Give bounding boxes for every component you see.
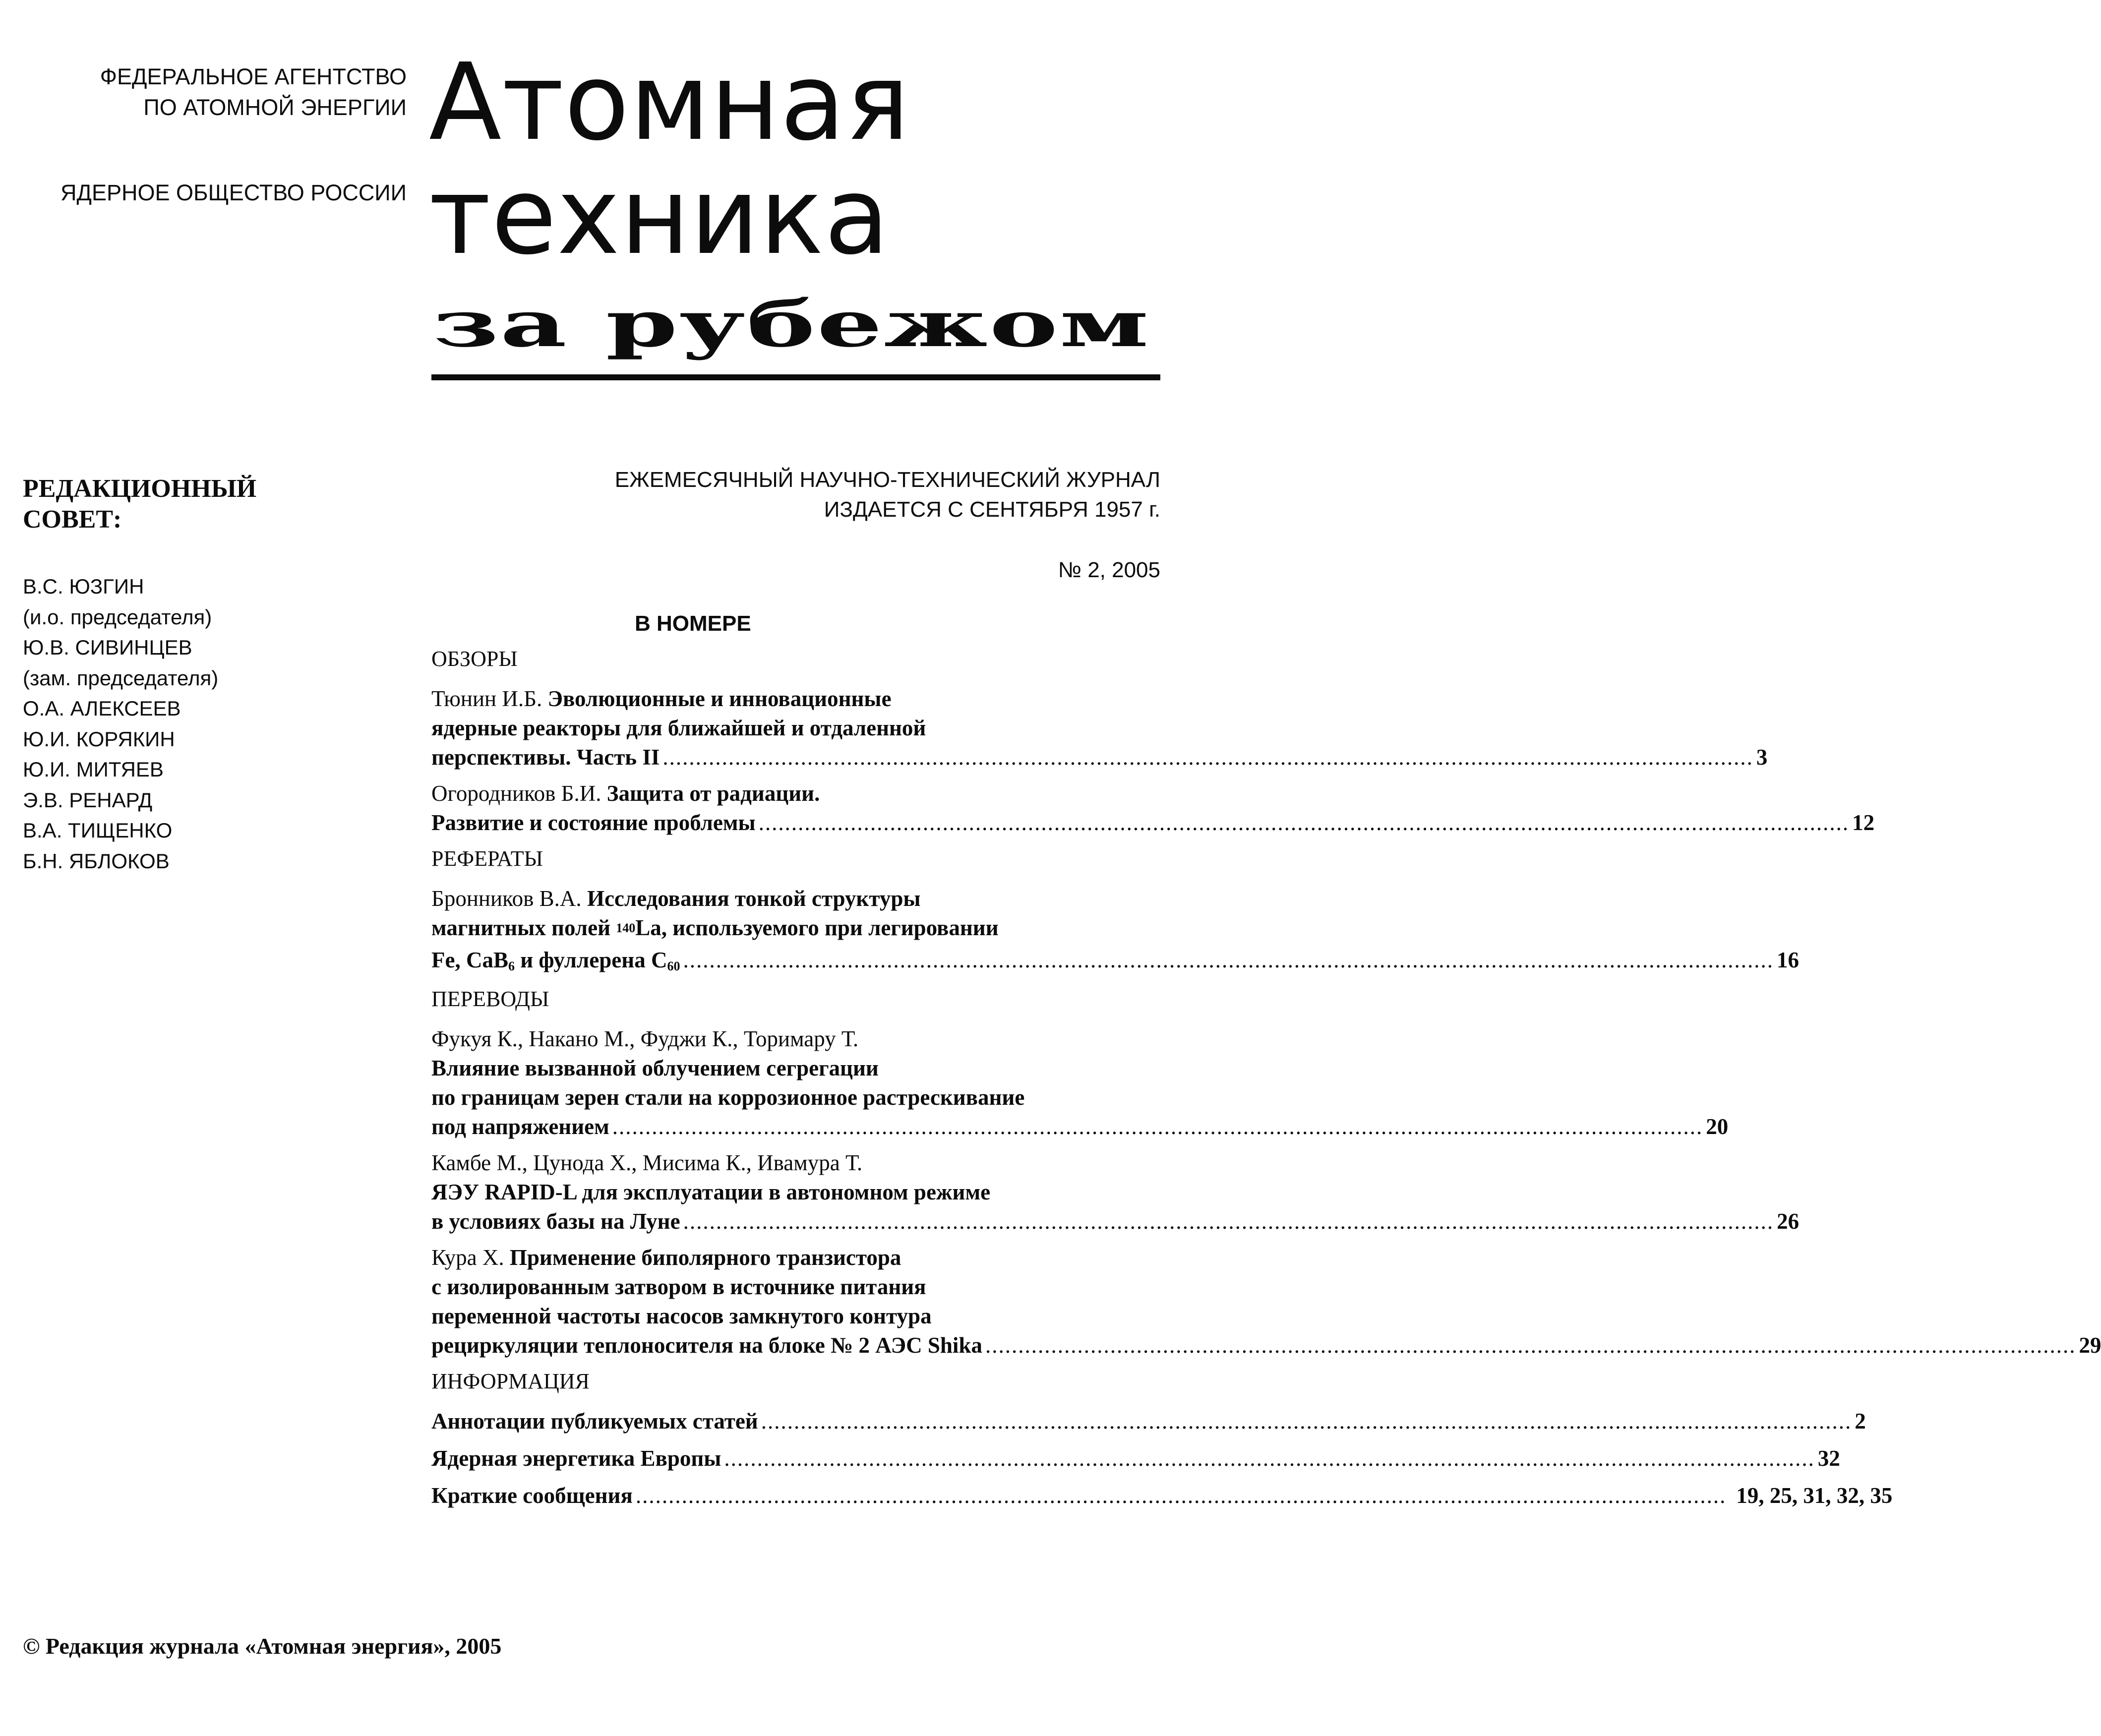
entry-title-line: Fe, CaB$_6$ и фуллерена $C_{60}$ [431,948,680,973]
entry-title-line: переменной частоты насосов замкнутого контура [431,1304,932,1328]
entry-page: 29 [2079,1333,2101,1358]
board-member: Э.В. РЕНАРД [23,788,153,812]
entry-title-line: с изолированным затвором в источнике питания [431,1274,926,1299]
entry-title-line: по границам зерен стали на коррозионное растрескивание [431,1085,1025,1110]
entry-title-line: рециркуляции теплоносителя на блоке № 2 АЭС Shika [431,1333,982,1358]
toc-entry[interactable] [431,1407,1866,1436]
entry-title-line: Применение биполярного транзистора [509,1245,901,1270]
entry-title-line: Исследования тонкой структуры [587,886,921,911]
entry-author: Бронников В.А. [431,886,587,911]
board-member: Б.Н. ЯБЛОКОВ [23,849,170,873]
entry-title-line: Влияние вызванной облучением сегрегации [431,1056,879,1080]
entry-page: 26 [1777,1209,1800,1234]
entry-authors: Камбе М., Цунода Х., Мисима К., Ивамура Т. [431,1150,863,1175]
section-heading-info: ИНФОРМАЦИЯ [431,1369,590,1393]
board-member-role: (и.о. председателя) [23,605,212,629]
entry-authors: Фукуя К., Накано М., Фуджи К., Торимару Т. [431,1026,859,1051]
leader-dots: ...................................................................................................................................................................... [724,1446,1815,1471]
table-of-contents [431,640,2101,1517]
issue-number: № 2, 2005 [1058,558,1160,582]
masthead-rule [431,374,1160,380]
section-heading-translations: ПЕРЕВОДЫ [431,987,549,1011]
entry-page: 3 [1756,745,1768,770]
board-member: О.А. АЛЕКСЕЕВ [23,697,181,720]
journal-line-2: ИЗДАЕТСЯ С СЕНТЯБРЯ 1957 г. [824,497,1160,522]
entry-title-line: Защита от радиации. [606,781,820,806]
isotope-mass-number: 140 [616,921,636,935]
toc-entry[interactable] [431,1481,1893,1510]
board-member: Ю.И. КОРЯКИН [23,727,175,751]
masthead-line-1: Атомная [429,41,910,164]
agency-name [100,61,407,123]
agency-line-2: ПО АТОМНОЙ ЭНЕРГИИ [143,95,407,120]
entry-title-line: под напряжением [431,1114,609,1139]
entry-author: Тюнин И.Б. [431,686,548,711]
entry-page: 32 [1817,1446,1840,1471]
entry-page: 19, 25, 31, 32, 35 [1736,1483,1893,1508]
leader-dots: ...................................................................................................................................................................... [985,1333,2076,1358]
subscript: 60 [667,959,680,973]
leader-dots: ...................................................................................................................................................................... [683,1209,1774,1234]
entry-page: 12 [1852,810,1875,835]
toc-entry[interactable] [431,779,1875,838]
editorial-board-title [23,474,256,535]
entry-title-line: Ядерная энергетика Европы [431,1446,721,1471]
board-member: В.А. ТИЩЕНКО [23,819,173,842]
board-title-line-2: СОВЕТ: [23,505,122,534]
toc-heading: В НОМЕРЕ [635,611,751,636]
copyright-notice: © Редакция журнала «Атомная энергия», 2005 [23,1633,502,1659]
entry-page: 16 [1776,948,1799,972]
leader-dots: ...................................................................................................................................................................... [662,745,1753,770]
subscript: 6 [508,959,515,973]
entry-title-line: Развитие и состояние проблемы [431,810,756,835]
journal-line-1: ЕЖЕМЕСЯЧНЫЙ НАУЧНО-ТЕХНИЧЕСКИЙ ЖУРНАЛ [614,468,1160,492]
entry-page: 20 [1706,1114,1729,1139]
entry-title-line: Эволюционные и инновационные [547,686,892,711]
section-heading-abstracts: РЕФЕРАТЫ [431,846,543,871]
entry-title-line: Краткие сообщения [431,1483,633,1508]
board-member-role: (зам. председателя) [23,666,219,690]
leader-dots: ...................................................................................................................................................................... [635,1483,1727,1508]
board-member: В.С. ЮЗГИН [23,575,144,598]
toc-entry[interactable] [431,1148,1800,1236]
entry-title-line: перспективы. Часть II [431,745,660,770]
toc-entry[interactable] [431,684,1768,772]
section-heading-reviews: ОБЗОРЫ [431,647,518,671]
leader-dots: ...................................................................................................................................................................... [761,1409,1852,1434]
leader-dots: ...................................................................................................................................................................... [758,810,1850,835]
entry-title-line: в условиях базы на Луне [431,1209,680,1234]
board-title-line-1: РЕДАКЦИОННЫЙ [23,475,257,503]
leader-dots: ...................................................................................................................................................................... [612,1114,1703,1139]
entry-title-line: магнитных полей $^{140}$La, используемого при легировании [431,915,999,940]
entry-title-line: Аннотации публикуемых статей [431,1409,758,1434]
agency-line-1: ФЕДЕРАЛЬНОЕ АГЕНТСТВО [100,64,407,89]
toc-entry[interactable] [431,1243,2101,1360]
entry-title-line: ЯЭУ RAPID-L для эксплуатации в автономном режиме [431,1180,991,1204]
toc-entry[interactable] [431,1444,1840,1473]
entry-page: 2 [1855,1409,1866,1434]
journal-description [615,465,1160,525]
editorial-board-list [23,571,218,876]
entry-author: Огородников Б.И. [431,781,607,806]
toc-entry[interactable] [431,1024,1729,1141]
board-member: Ю.И. МИТЯЕВ [23,758,164,781]
leader-dots: ...................................................................................................................................................................... [683,948,1774,972]
society-name: ЯДЕРНОЕ ОБЩЕСТВО РОССИИ [60,180,407,205]
entry-title-line: ядерные реакторы для ближайшей и отдаленной [431,716,926,740]
entry-author: Кура Х. [431,1245,510,1270]
board-member: Ю.В. СИВИНЦЕВ [23,636,192,659]
toc-entry[interactable] [431,884,1799,978]
masthead-line-2: техника [429,155,890,278]
masthead-line-3: за рубежом [433,287,1151,361]
